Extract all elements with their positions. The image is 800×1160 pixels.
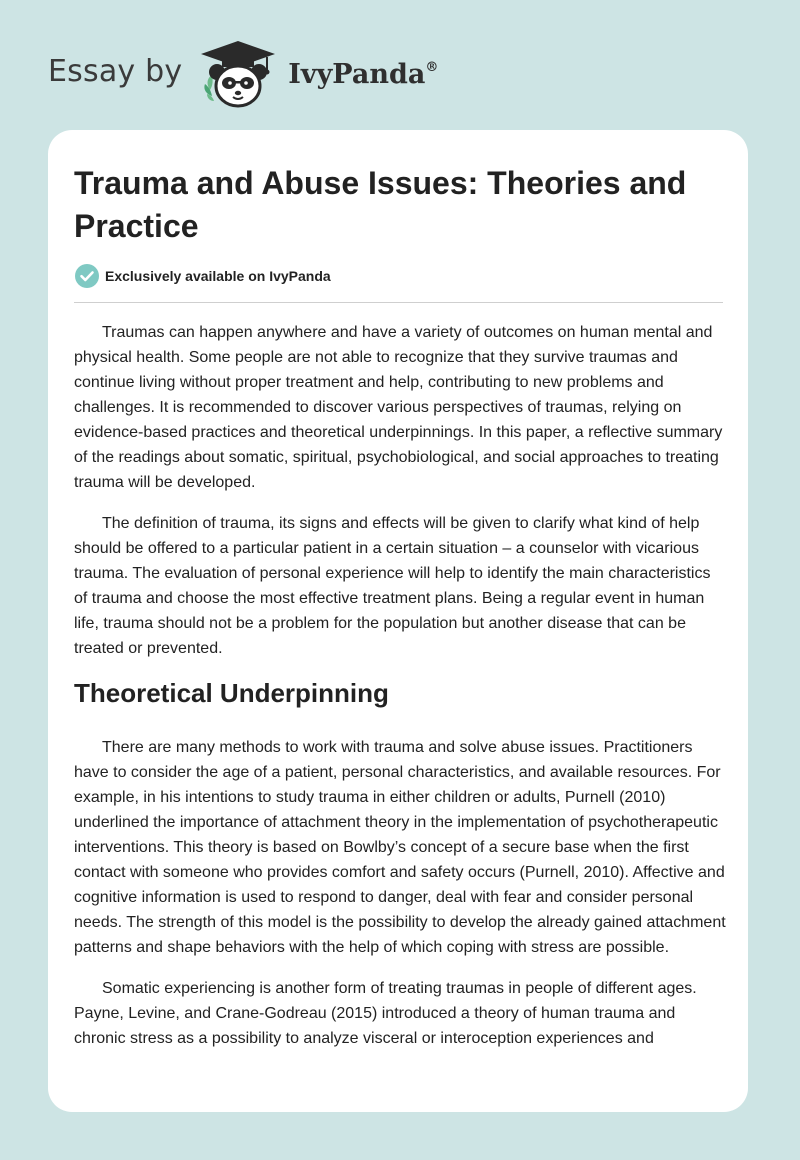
divider [74, 302, 723, 303]
panda-graduation-cap-icon [196, 38, 280, 110]
registered-mark: ® [425, 59, 439, 75]
exclusive-badge-text: Exclusively available on IvyPanda [105, 268, 331, 284]
site-header [48, 38, 438, 110]
essay-by-label: Essay by [48, 53, 183, 89]
essay-body [74, 320, 726, 1067]
check-circle-icon [74, 263, 100, 289]
paragraph: Traumas can happen anywhere and have a variety of outcomes on human mental and physical health. Some people are not able to recognize that they survive traumas and continue living without proper treatment and help, contributing to new problems and challenges. It is recommended to discover various perspectives of traumas, relying on evidence-based practices and theoretical underpinnings. In this paper, a reflective summary of the readings about somatic, spiritual, psychobiological, and social approaches to treating trauma will be developed. [74, 324, 723, 491]
paragraph: Somatic experiencing is another form of treating traumas in people of different ages. Payne, Levine, and Crane-Godreau (2015) introduced a theory of human trauma and chronic stress as a possibility to analyze visceral or interoception experiences and [74, 980, 697, 1047]
page-title: Trauma and Abuse Issues: Theories and Practice [74, 165, 687, 244]
essay-card [48, 130, 748, 1112]
brand-name [288, 59, 438, 90]
paragraph: There are many methods to work with trauma and solve abuse issues. Practitioners have to consider the age of a patient, personal characteristics, and available resources. For example, in his intentions to study trauma in either children or adults, Purnell (2010) underlined the importance of attachment theory in the implementation of psychotherapeutic interventions. This theory is based on Bowlby’s concept of a secure base when the first contact with someone who provides comfort and safety occurs (Purnell, 2010). Affective and cognitive information is used to respond to danger, deal with fear and consider personal needs. The strength of this model is the possibility to develop the already gained attachment patterns and shape behaviors with the help of which coping with stress are possible. [74, 739, 726, 956]
exclusive-badge [74, 263, 331, 289]
section-heading: Theoretical Underpinning [74, 678, 389, 708]
paragraph: The definition of trauma, its signs and effects will be given to clarify what kind of help should be offered to a particular patient in a certain situation – a counselor with vicarious trauma. The evaluation of personal experience will help to identify the main characteristics of trauma and choose the most effective treatment plans. Being a regular event in human life, trauma should not be a problem for the population but another disease that can be treated or prevented. [74, 515, 711, 657]
brand-name-text: IvyPanda [288, 58, 426, 90]
